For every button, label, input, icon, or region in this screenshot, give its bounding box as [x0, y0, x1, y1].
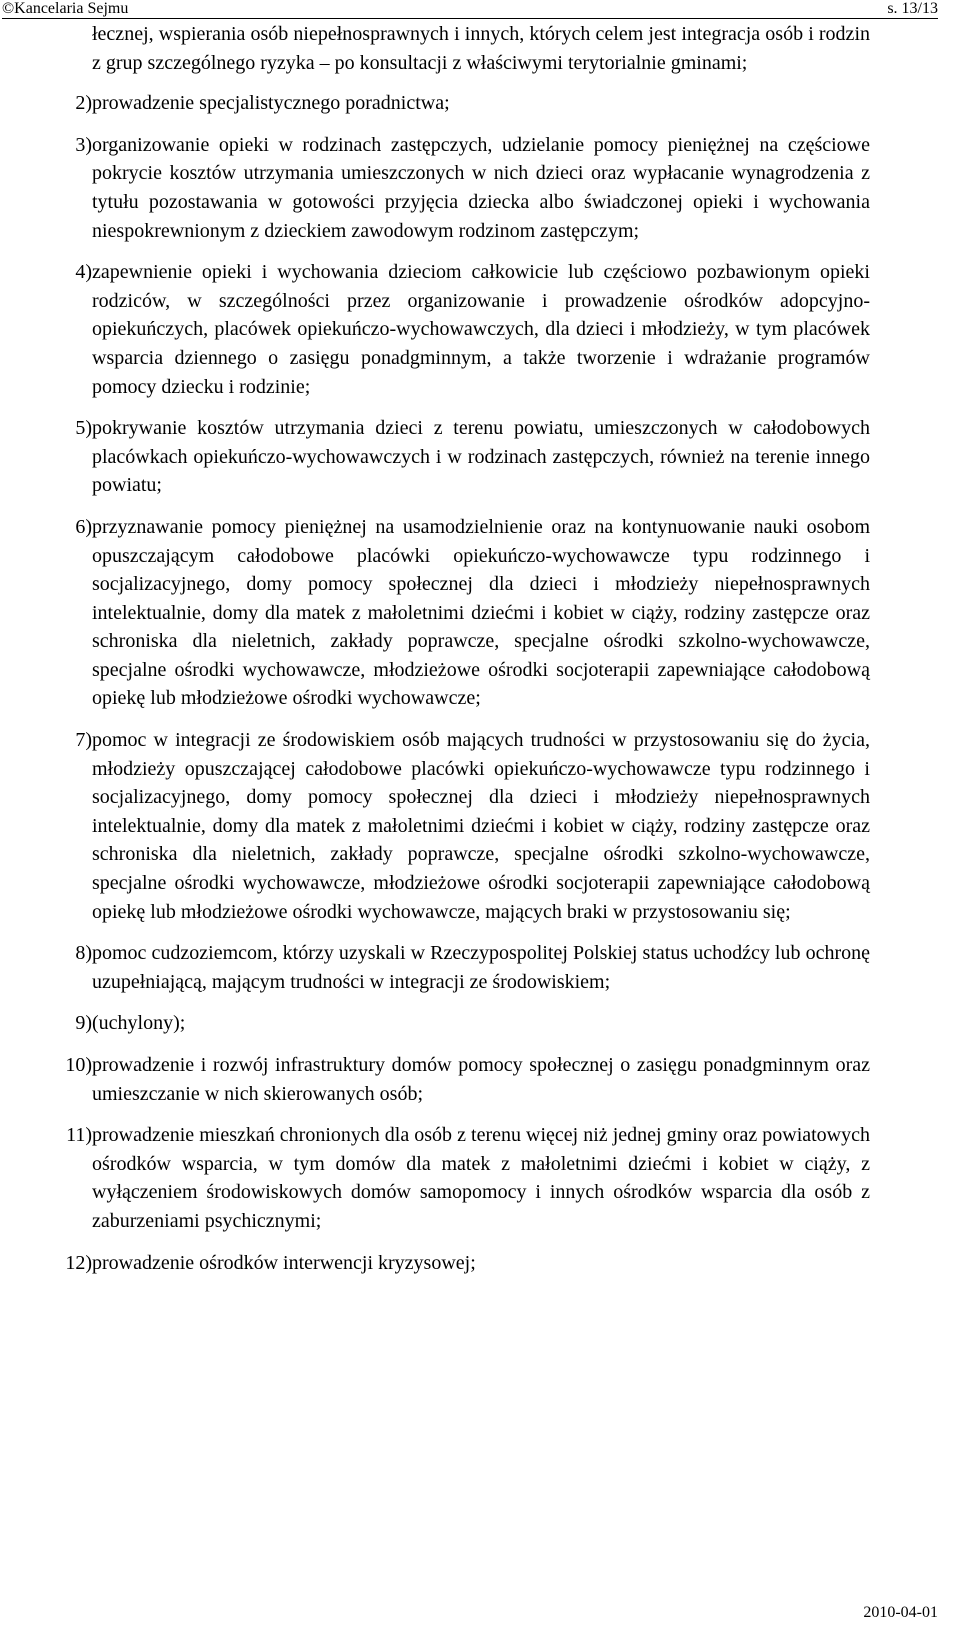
list-item-number: 9) — [75, 1012, 92, 1035]
list-item-7 — [52, 726, 870, 926]
list-item-8 — [52, 939, 870, 996]
list-item-text: (uchylony); — [92, 1012, 186, 1035]
list-item-text: pomoc cudzoziemcom, którzy uzyskali w Rzeczypospolitej Polskiej status uchodźcy lub ochronę uzupełniającą, mającym trudności w integracji ze środowiskiem; — [92, 942, 870, 993]
list-item-text: pokrywanie kosztów utrzymania dzieci z terenu powiatu, umieszczonych w całodobowych placówkach opiekuńczo-wychowawczych i w rodzinach zastępczych, również na terenie innego powiatu; — [92, 417, 870, 497]
list-item-4 — [52, 258, 870, 401]
list-item-text: prowadzenie specjalistycznego poradnictwa; — [92, 92, 450, 115]
footer-date: 2010-04-01 — [863, 1604, 938, 1621]
list-item-6 — [52, 513, 870, 713]
header-page-number: s. 13/13 — [887, 0, 938, 17]
header-rule — [2, 18, 938, 19]
list-item-number: 6) — [75, 515, 92, 538]
list-item-11 — [52, 1121, 870, 1235]
list-item-number: 4) — [75, 261, 92, 284]
list-item-text: prowadzenie mieszkań chronionych dla osób z terenu więcej niż jednej gminy oraz powiatowych ośrodków wsparcia, w tym domów dla matek z małoletnimi dziećmi i kobiet w ciąży, z wyłączeniem środowiskowych domów samopomocy i innych ośrodków wsparcia dla osób z zaburzeniami psychicznymi; — [92, 1124, 870, 1232]
list-item-number: 7) — [75, 729, 92, 752]
list-item-number: 10) — [65, 1054, 92, 1076]
list-item-number: 8) — [75, 942, 92, 965]
list-item-12 — [52, 1249, 870, 1278]
list-item-number: 12) — [65, 1251, 92, 1274]
list-item-text: prowadzenie i rozwój infrastruktury domów pomocy społecznej o zasięgu ponadgminnym oraz umieszczanie w nich skierowanych osób; — [92, 1054, 870, 1105]
document-body — [52, 20, 870, 1290]
list-item-text: pomoc w integracji ze środowiskiem osób mających trudności w przystosowaniu się do życia, młodzieży opuszczającej całodobowe placówki opiekuńczo-wychowawcze typu rodzinnego i socjalizacyjnego, domy pomocy społecznej dla dzieci i młodzieży niepełnosprawnych intelektualnie, domy dla matek z małoletnimi dziećmi i kobiet w ciąży, rodziny zastępcze oraz schroniska dla nieletnich, zakłady poprawcze, specjalne ośrodki szkolno-wychowawcze, specjalne ośrodki wychowawcze, młodzieżowe ośrodki socjoterapii zapewniające całodobową opiekę lub młodzieżowe ośrodki wychowawcze, mających braki w przystosowaniu się; — [92, 729, 870, 923]
list-item-number: 2) — [75, 92, 92, 115]
list-item-text: przyznawanie pomocy pieniężnej na usamodzielnienie oraz na kontynuowanie nauki osobom opuszczającym całodobowe placówki opiekuńczo-wychowawcze typu rodzinnego i socjalizacyjnego, domy pomocy społecznej dla dzieci i młodzieży niepełnosprawnych intelektualnie, domy dla matek z małoletnimi dziećmi i kobiet w ciąży, rodziny zastępcze oraz schroniska dla nieletnich, zakłady poprawcze, specjalne ośrodki szkolno-wychowawcze, specjalne ośrodki wychowawcze, młodzieżowe ośrodki socjoterapii zapewniające całodobową opiekę lub młodzieżowe ośrodki wychowawcze; — [92, 515, 870, 710]
list-item-text: organizowanie opieki w rodzinach zastępczych, udzielanie pomocy pieniężnej na częściowe pokrycie kosztów utrzymania umieszczonych w nich dzieci oraz wypłacanie wynagrodzenia z tytułu pozostawania w gotowości przyjęcia dziecka albo świadczonej opieki i wychowania niespokrewnionym z dzieckiem zawodowym rodzinom zastępczym; — [92, 133, 870, 242]
list-item-3 — [52, 131, 870, 245]
list-item-5 — [52, 414, 870, 500]
header-source: ©Kancelaria Sejmu — [2, 0, 129, 17]
list-item-9 — [52, 1009, 870, 1038]
list-item-10 — [52, 1051, 870, 1108]
continuation-paragraph: łecznej, wspierania osób niepełnosprawnych i innych, których celem jest integracja osób i rodzin z grup szczególnego ryzyka – po konsultacji z właściwymi terytorialnie gminami; — [92, 23, 870, 74]
list-item-text: prowadzenie ośrodków interwencji kryzysowej; — [92, 1251, 476, 1274]
list-item-number: 11) — [66, 1124, 92, 1147]
list-item-number: 5) — [75, 417, 92, 440]
list-item-2 — [52, 89, 870, 118]
list-item-number: 3) — [75, 133, 92, 156]
list-item-text: zapewnienie opieki i wychowania dzieciom całkowicie lub częściowo pozbawionym opieki rodziców, w szczególności przez organizowanie i prowadzenie ośrodków adopcyjno-opiekuńczych, placówek opiekuńczo-wychowawczych, dla dzieci i młodzieży, w tym placówek wsparcia dziennego o zasięgu ponadgminnym, a także tworzenie i wdrażanie programów pomocy dziecku i rodzinie; — [92, 261, 870, 398]
